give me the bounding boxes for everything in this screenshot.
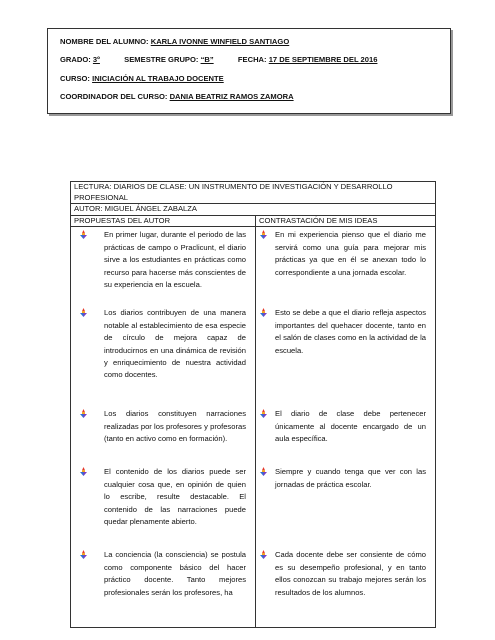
right-item-1 xyxy=(259,229,432,279)
left-column xyxy=(74,227,252,627)
left-column-cell xyxy=(71,227,256,628)
right-item-text: En mi experiencia pienso que el diario me servirá como una guía para mejorar mis prácticas ya que en él se anexan todo lo correspondiente a una jornada escolar. xyxy=(275,230,426,277)
bullet-arrow-icon xyxy=(79,308,88,317)
left-item-text: La conciencia (la consciencia) se postula como componente básico del hacer práctico docente. Tanto mejores profesionales serán los profesores, ha xyxy=(104,550,246,597)
bullet-arrow-icon xyxy=(259,467,268,476)
coordinador-line xyxy=(60,92,438,101)
coordinador-value: DANIA BEATRIZ RAMOS ZAMORA xyxy=(169,92,294,102)
right-item-5 xyxy=(259,549,432,599)
bullet-arrow-icon xyxy=(79,409,88,418)
right-item-2 xyxy=(259,307,432,357)
bullet-arrow-icon xyxy=(259,550,268,559)
right-item-text: Cada docente debe ser consiente de cómo es su desempeño profesional, y en tanto ellos conozcan su trabajo mejores serán los resultados de los alumnos. xyxy=(275,550,426,597)
right-item-3 xyxy=(259,408,432,445)
col-header-left: PROPUESTAS DEL AUTOR xyxy=(71,215,256,227)
right-item-text: Esto se debe a que el diario refleja aspectos importantes del quehacer docente, tanto en el salón de clases como en la actividad de la escuela. xyxy=(275,308,426,355)
curso-line xyxy=(60,74,438,83)
bullet-arrow-icon xyxy=(259,308,268,317)
bullet-arrow-icon xyxy=(259,409,268,418)
alumno-value: KARLA IVONNE WINFIELD SANTIAGO xyxy=(150,37,290,46)
lectura-title: LECTURA: DIARIOS DE CLASE: UN INSTRUMENTO DE INVESTIGACIÓN Y DESARROLLO PROFESIONAL xyxy=(71,182,436,204)
left-item-text: Los diarios constituyen narraciones realizadas por los profesores y profesoras (tanto en activo como en formación). xyxy=(104,409,246,444)
reading-table xyxy=(70,181,436,628)
bullet-arrow-icon xyxy=(259,230,268,239)
right-column-cell xyxy=(256,227,436,628)
col-header-right: CONTRASTACIÓN DE MIS IDEAS xyxy=(256,215,436,227)
right-item-text: El diario de clase debe pertenecer únicamente al docente encargado de un aula específica. xyxy=(275,409,426,444)
left-item-4 xyxy=(74,466,252,528)
right-item-text: Siempre y cuando tenga que ver con las jornadas de práctica escolar. xyxy=(275,467,426,489)
grado-label: GRADO: xyxy=(60,55,91,65)
right-column xyxy=(259,227,432,627)
bullet-arrow-icon xyxy=(79,467,88,476)
left-item-text: El contenido de los diarios puede ser cualquier cosa que, en opinión de quien lo escribe, resulte destacable. El contenido de las narraciones puede quedar plenamente abierto. xyxy=(104,467,246,526)
bullet-arrow-icon xyxy=(79,550,88,559)
right-item-4 xyxy=(259,466,432,491)
bullet-arrow-icon xyxy=(79,230,88,239)
left-item-3 xyxy=(74,408,252,445)
left-item-text: Los diarios contribuyen de una manera notable al establecimiento de esa especie de círculo de mejora capaz de introducirnos en una dinámica de revisión y enriquecimiento de nuestra actividad como docentes. xyxy=(104,308,246,380)
grupo-value: “B” xyxy=(200,55,214,65)
alumno-label: NOMBRE DEL ALUMNO: xyxy=(60,37,149,46)
coordinador-label: COORDINADOR DEL CURSO: xyxy=(60,92,168,102)
curso-label: CURSO: xyxy=(60,73,90,83)
left-item-2 xyxy=(74,307,252,381)
student-info-box xyxy=(47,28,451,114)
fecha-value: 17 DE SEPTIEMBRE DEL 2016 xyxy=(268,55,378,65)
left-item-5 xyxy=(74,549,252,599)
curso-value: INICIACIÓN AL TRABAJO DOCENTE xyxy=(92,73,224,83)
fecha-label: FECHA: xyxy=(237,55,267,65)
grado-value: 3º xyxy=(92,55,100,65)
autor-row: AUTOR: MIGUEL ÁNGEL ZABALZA xyxy=(71,204,436,216)
grado-line xyxy=(60,55,438,64)
alumno-line xyxy=(60,37,438,46)
semestre-label: SEMESTRE GRUPO: xyxy=(124,55,199,65)
left-item-1 xyxy=(74,229,252,291)
left-item-text: En primer lugar, durante el periodo de las prácticas de campo o Praclicunt, el diario sirve a los estudiantes en prácticas como recurso para hacerse más conscientes de su experiencia en la escuela. xyxy=(104,230,246,289)
